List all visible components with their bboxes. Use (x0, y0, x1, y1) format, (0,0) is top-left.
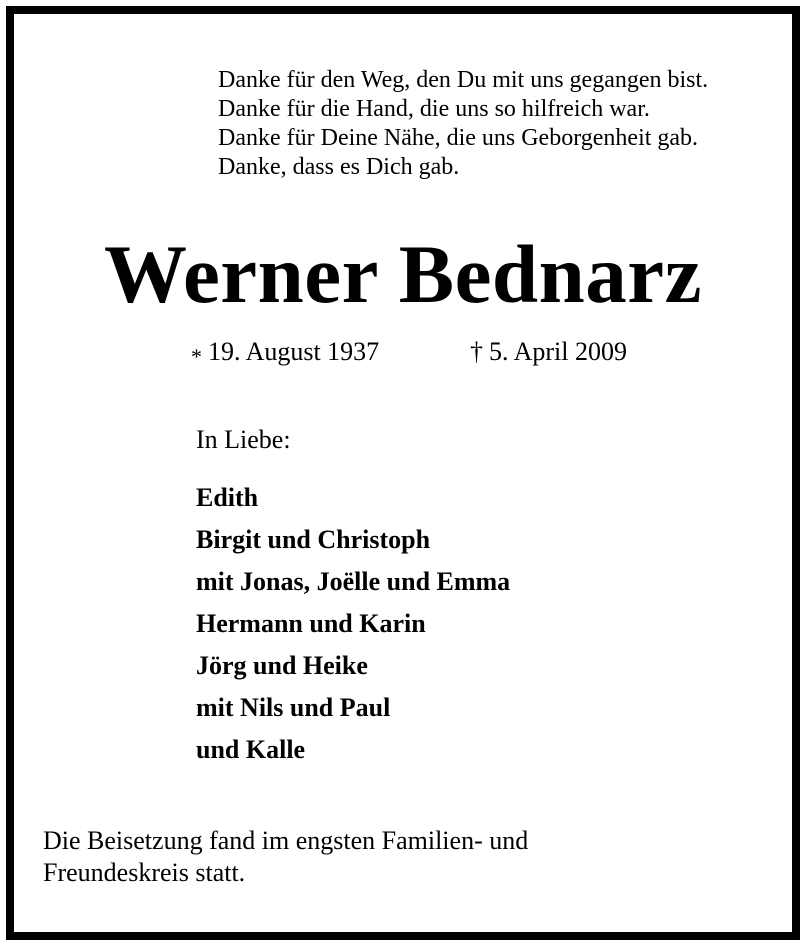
burial-notice (43, 825, 528, 889)
mourner-name: Hermann und Karin (196, 609, 426, 638)
birth-date-line (191, 336, 379, 369)
memorial-poem (218, 66, 708, 182)
poem-line: Danke für Deine Nähe, die uns Geborgenheit gab. (218, 125, 699, 151)
mourners-intro: In Liebe: (196, 425, 291, 454)
mourner-name: Edith (196, 483, 259, 512)
poem-line: Danke für die Hand, die uns so hilfreich war. (218, 96, 650, 122)
mourner-name: mit Jonas, Joëlle und Emma (196, 567, 511, 596)
mourner-name: Jörg und Heike (196, 651, 368, 680)
mourner-name: Birgit und Christoph (196, 525, 431, 554)
death-cross-icon: † (470, 337, 483, 366)
burial-notice-line: Freundeskreis statt. (43, 858, 246, 887)
poem-line: Danke für den Weg, den Du mit uns gegangen bist. (218, 67, 709, 93)
mourners-list (196, 477, 510, 771)
deceased-name: Werner Bednarz (104, 228, 702, 320)
burial-notice-line: Die Beisetzung fand im engsten Familien- und (43, 826, 529, 855)
death-date: 5. April 2009 (489, 337, 627, 366)
poem-line: Danke, dass es Dich gab. (218, 154, 460, 180)
mourner-name: mit Nils und Paul (196, 693, 391, 722)
death-date-line (470, 336, 627, 368)
obituary-frame (6, 6, 800, 940)
birth-star-icon: * (191, 344, 202, 369)
birth-date: 19. August 1937 (208, 337, 380, 366)
mourner-name: und Kalle (196, 735, 306, 764)
